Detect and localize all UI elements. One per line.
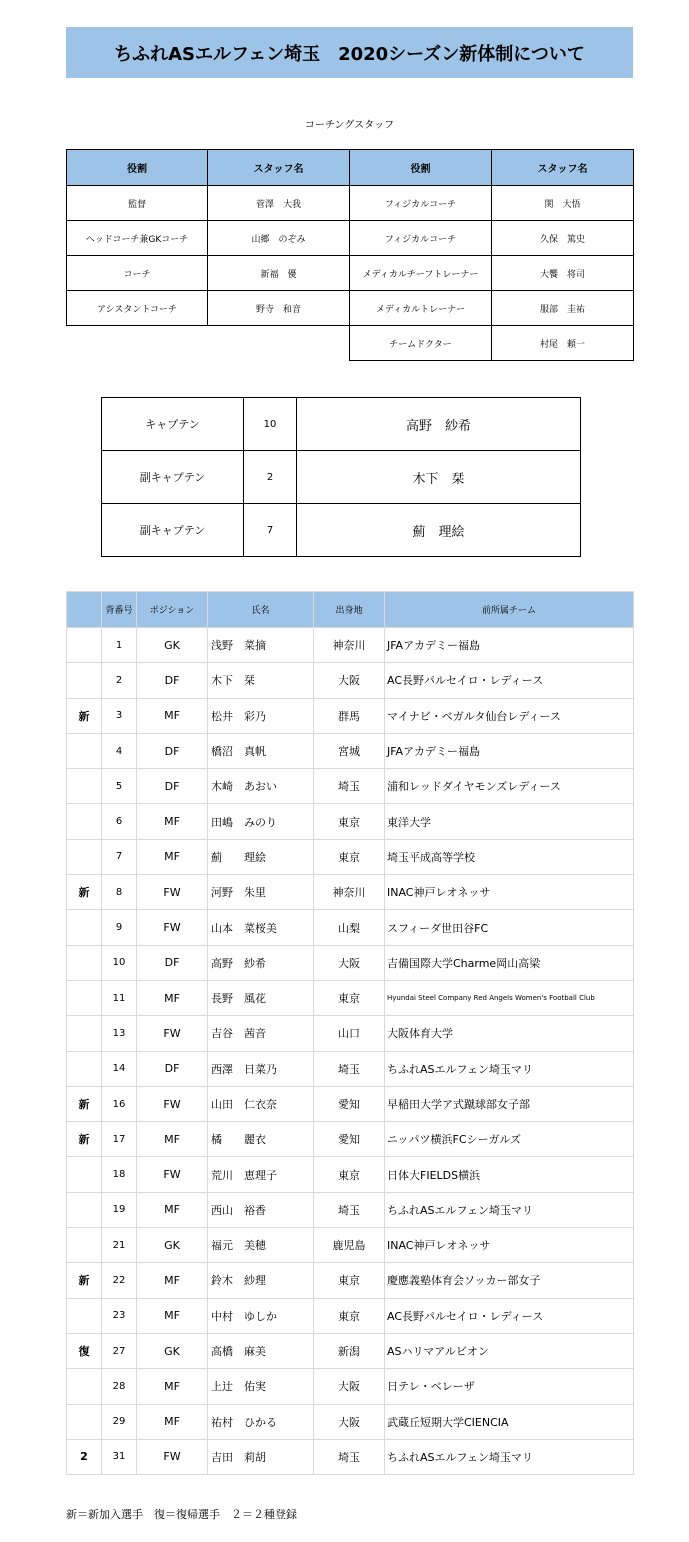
player-position: MF [137,1263,208,1298]
player-previous-team: JFAアカデミー福島 [385,628,634,663]
player-status-mark [67,733,102,768]
player-number: 19 [102,1192,137,1227]
player-status-mark: 新 [67,1263,102,1298]
player-number: 7 [102,839,137,874]
player-name: 中村 ゆしか [208,1298,314,1333]
player-previous-team: 埼玉平成高等学校 [385,839,634,874]
player-row [67,1439,634,1474]
player-number: 21 [102,1228,137,1263]
player-hometown: 山梨 [314,910,385,945]
player-previous-team: Hyundai Steel Company Red Angels Women's Football Club [385,980,634,1015]
player-name: 西山 裕香 [208,1192,314,1227]
player-status-mark [67,1157,102,1192]
player-previous-team: スフィーダ世田谷FC [385,910,634,945]
player-previous-team: 早稲田大学ア式蹴球部女子部 [385,1086,634,1121]
player-hometown: 大阪 [314,1369,385,1404]
player-status-mark [67,839,102,874]
player-status-mark [67,1298,102,1333]
player-position: GK [137,1228,208,1263]
player-name: 河野 朱里 [208,875,314,910]
player-status-mark [67,910,102,945]
player-row [67,1404,634,1439]
player-previous-team: 大阪体育大学 [385,1016,634,1051]
player-name: 山本 菜桜美 [208,910,314,945]
player-position: MF [137,698,208,733]
player-previous-team: 浦和レッドダイヤモンズレディース [385,769,634,804]
staff-role [67,326,208,361]
player-hometown: 埼玉 [314,1051,385,1086]
player-status-mark: 新 [67,1086,102,1121]
player-position: DF [137,769,208,804]
player-status-mark: 新 [67,875,102,910]
player-hometown: 東京 [314,839,385,874]
player-row [67,1298,634,1333]
player-number: 2 [102,663,137,698]
player-number: 27 [102,1333,137,1368]
player-position: FW [137,910,208,945]
player-position: FW [137,1439,208,1474]
player-row [67,945,634,980]
player-name: 木崎 あおい [208,769,314,804]
staff-role: ヘッドコーチ兼GKコーチ [67,221,208,256]
player-name: 荒川 恵理子 [208,1157,314,1192]
player-position: MF [137,1298,208,1333]
player-status-mark: 復 [67,1333,102,1368]
staff-row [67,291,634,326]
player-previous-team: INAC神戸レオネッサ [385,875,634,910]
header-position: ポジション [137,592,208,628]
staff-role: メディカルトレーナー [350,291,492,326]
player-hometown: 山口 [314,1016,385,1051]
player-number: 5 [102,769,137,804]
player-previous-team: 慶應義塾体育会ソッカー部女子 [385,1263,634,1298]
player-number: 23 [102,1298,137,1333]
player-number: 11 [102,980,137,1015]
player-position: FW [137,875,208,910]
staff-row [67,221,634,256]
player-status-mark [67,1404,102,1439]
player-row [67,663,634,698]
player-name: 西澤 日菜乃 [208,1051,314,1086]
player-position: MF [137,804,208,839]
captain-role: キャプテン [102,398,244,451]
player-hometown: 東京 [314,804,385,839]
player-status-mark: 新 [67,698,102,733]
player-hometown: 埼玉 [314,769,385,804]
player-status-mark [67,945,102,980]
player-name: 浅野 菜摘 [208,628,314,663]
player-status-mark [67,769,102,804]
player-previous-team: AC長野パルセイロ・レディース [385,663,634,698]
player-number: 28 [102,1369,137,1404]
player-previous-team: 日体大FIELDS横浜 [385,1157,634,1192]
player-position: MF [137,980,208,1015]
player-row [67,1263,634,1298]
player-number: 17 [102,1122,137,1157]
player-position: MF [137,1404,208,1439]
player-row [67,910,634,945]
captain-role: 副キャプテン [102,504,244,557]
player-hometown: 埼玉 [314,1439,385,1474]
player-name: 高野 紗希 [208,945,314,980]
header-staff-name: スタッフ名 [492,150,634,186]
coaching-staff-table [66,149,634,361]
captain-role: 副キャプテン [102,451,244,504]
player-row [67,1192,634,1227]
player-hometown: 群馬 [314,698,385,733]
player-hometown: 神奈川 [314,628,385,663]
player-hometown: 大阪 [314,663,385,698]
header-number: 背番号 [102,592,137,628]
player-name: 橘 麗衣 [208,1122,314,1157]
player-previous-team: ちふれASエルフェン埼玉マリ [385,1051,634,1086]
player-number: 1 [102,628,137,663]
staff-name: 山郷 のぞみ [208,221,350,256]
player-row [67,1228,634,1263]
player-number: 31 [102,1439,137,1474]
player-hometown: 大阪 [314,945,385,980]
player-position: MF [137,839,208,874]
player-hometown: 新潟 [314,1333,385,1368]
player-row [67,1051,634,1086]
staff-row [67,256,634,291]
staff-caption: コーチングスタッフ [304,120,395,131]
player-number: 22 [102,1263,137,1298]
player-previous-team: INAC神戸レオネッサ [385,1228,634,1263]
player-name: 吉谷 茜音 [208,1016,314,1051]
player-row [67,1157,634,1192]
players-table [66,591,634,1475]
player-previous-team: マイナビ・ベガルタ仙台レディース [385,698,634,733]
player-status-mark [67,804,102,839]
staff-name: 野寺 和音 [208,291,350,326]
staff-role: フィジカルコーチ [350,186,492,221]
title-banner [66,27,633,78]
player-position: DF [137,1051,208,1086]
player-status-mark [67,980,102,1015]
header-staff-name: スタッフ名 [208,150,350,186]
captain-row [102,398,581,451]
player-previous-team: JFAアカデミー福島 [385,733,634,768]
player-name: 高橋 麻美 [208,1333,314,1368]
player-row [67,980,634,1015]
player-position: MF [137,1122,208,1157]
player-hometown: 愛知 [314,1122,385,1157]
staff-role: アシスタントコーチ [67,291,208,326]
player-row [67,628,634,663]
staff-row [67,326,634,361]
player-hometown: 東京 [314,1157,385,1192]
player-position: DF [137,663,208,698]
player-status-mark [67,663,102,698]
player-row [67,839,634,874]
player-name: 橋沼 真帆 [208,733,314,768]
captain-table [101,397,581,557]
player-position: FW [137,1086,208,1121]
staff-role: フィジカルコーチ [350,221,492,256]
player-position: DF [137,945,208,980]
player-status-mark [67,1192,102,1227]
header-name: 氏名 [208,592,314,628]
page-title: ちふれASエルフェン埼玉 2020シーズン新体制について [114,43,585,65]
captain-name: 木下 栞 [297,451,581,504]
header-hometown: 出身地 [314,592,385,628]
player-row [67,733,634,768]
player-previous-team: ちふれASエルフェン埼玉マリ [385,1192,634,1227]
player-position: DF [137,733,208,768]
header-role: 役割 [350,150,492,186]
player-previous-team: ASハリマアルビオン [385,1333,634,1368]
player-number: 29 [102,1404,137,1439]
player-number: 10 [102,945,137,980]
captain-number: 7 [244,504,297,557]
player-previous-team: ちふれASエルフェン埼玉マリ [385,1439,634,1474]
staff-role: チームドクター [350,326,492,361]
players-header-row [67,592,634,628]
player-name: 木下 栞 [208,663,314,698]
player-position: MF [137,1192,208,1227]
player-previous-team: ニッパツ横浜FCシーガルズ [385,1122,634,1157]
player-hometown: 埼玉 [314,1192,385,1227]
player-position: GK [137,628,208,663]
player-hometown: 東京 [314,980,385,1015]
player-number: 4 [102,733,137,768]
captain-number: 2 [244,451,297,504]
player-status-mark [67,1369,102,1404]
captain-row [102,504,581,557]
captain-number: 10 [244,398,297,451]
player-row [67,1369,634,1404]
staff-name: 大饗 将司 [492,256,634,291]
staff-role: 監督 [67,186,208,221]
player-name: 松井 彩乃 [208,698,314,733]
captain-name: 薊 理絵 [297,504,581,557]
player-number: 13 [102,1016,137,1051]
player-hometown: 大阪 [314,1404,385,1439]
player-hometown: 宮城 [314,733,385,768]
player-name: 長野 風花 [208,980,314,1015]
captain-name: 高野 紗希 [297,398,581,451]
captain-row [102,451,581,504]
player-status-mark: 新 [67,1122,102,1157]
staff-name: 菅澤 大我 [208,186,350,221]
player-name: 田嶋 みのり [208,804,314,839]
staff-name: 関 大悟 [492,186,634,221]
player-number: 18 [102,1157,137,1192]
player-hometown: 鹿児島 [314,1228,385,1263]
player-position: FW [137,1157,208,1192]
player-name: 福元 美穂 [208,1228,314,1263]
staff-name: 久保 篤史 [492,221,634,256]
staff-role: コーチ [67,256,208,291]
player-row [67,1122,634,1157]
player-previous-team: 吉備国際大学Charme岡山高梁 [385,945,634,980]
staff-name: 新福 優 [208,256,350,291]
staff-role: メディカルチーフトレーナー [350,256,492,291]
player-previous-team: AC長野パルセイロ・レディース [385,1298,634,1333]
player-row [67,769,634,804]
player-status-mark [67,628,102,663]
player-hometown: 東京 [314,1263,385,1298]
player-row [67,804,634,839]
player-previous-team: 武蔵丘短期大学CIENCIA [385,1404,634,1439]
player-hometown: 東京 [314,1298,385,1333]
player-previous-team: 日テレ・ベレーザ [385,1369,634,1404]
player-row [67,1016,634,1051]
player-hometown: 神奈川 [314,875,385,910]
legend-note: 新＝新加入選手 復＝復帰選手 ２＝２種登録 [66,1508,297,1521]
staff-name: 村尾 頼一 [492,326,634,361]
player-number: 16 [102,1086,137,1121]
player-row [67,875,634,910]
player-number: 8 [102,875,137,910]
player-number: 3 [102,698,137,733]
header-mark [67,592,102,628]
player-name: 上辻 佑実 [208,1369,314,1404]
player-position: MF [137,1369,208,1404]
player-position: GK [137,1333,208,1368]
player-name: 山田 仁衣奈 [208,1086,314,1121]
player-name: 鈴木 紗理 [208,1263,314,1298]
player-row [67,1086,634,1121]
player-status-mark: 2 [67,1439,102,1474]
player-number: 14 [102,1051,137,1086]
player-previous-team: 東洋大学 [385,804,634,839]
player-hometown: 愛知 [314,1086,385,1121]
player-name: 薊 理絵 [208,839,314,874]
player-row [67,1333,634,1368]
staff-row [67,186,634,221]
player-name: 吉田 莉胡 [208,1439,314,1474]
staff-header-row [67,150,634,186]
player-status-mark [67,1228,102,1263]
player-status-mark [67,1016,102,1051]
player-number: 6 [102,804,137,839]
player-row [67,698,634,733]
player-status-mark [67,1051,102,1086]
player-name: 祐村 ひかる [208,1404,314,1439]
player-position: FW [137,1016,208,1051]
staff-name: 服部 圭祐 [492,291,634,326]
staff-name [208,326,350,361]
header-role: 役割 [67,150,208,186]
header-previous-team: 前所属チーム [385,592,634,628]
player-number: 9 [102,910,137,945]
